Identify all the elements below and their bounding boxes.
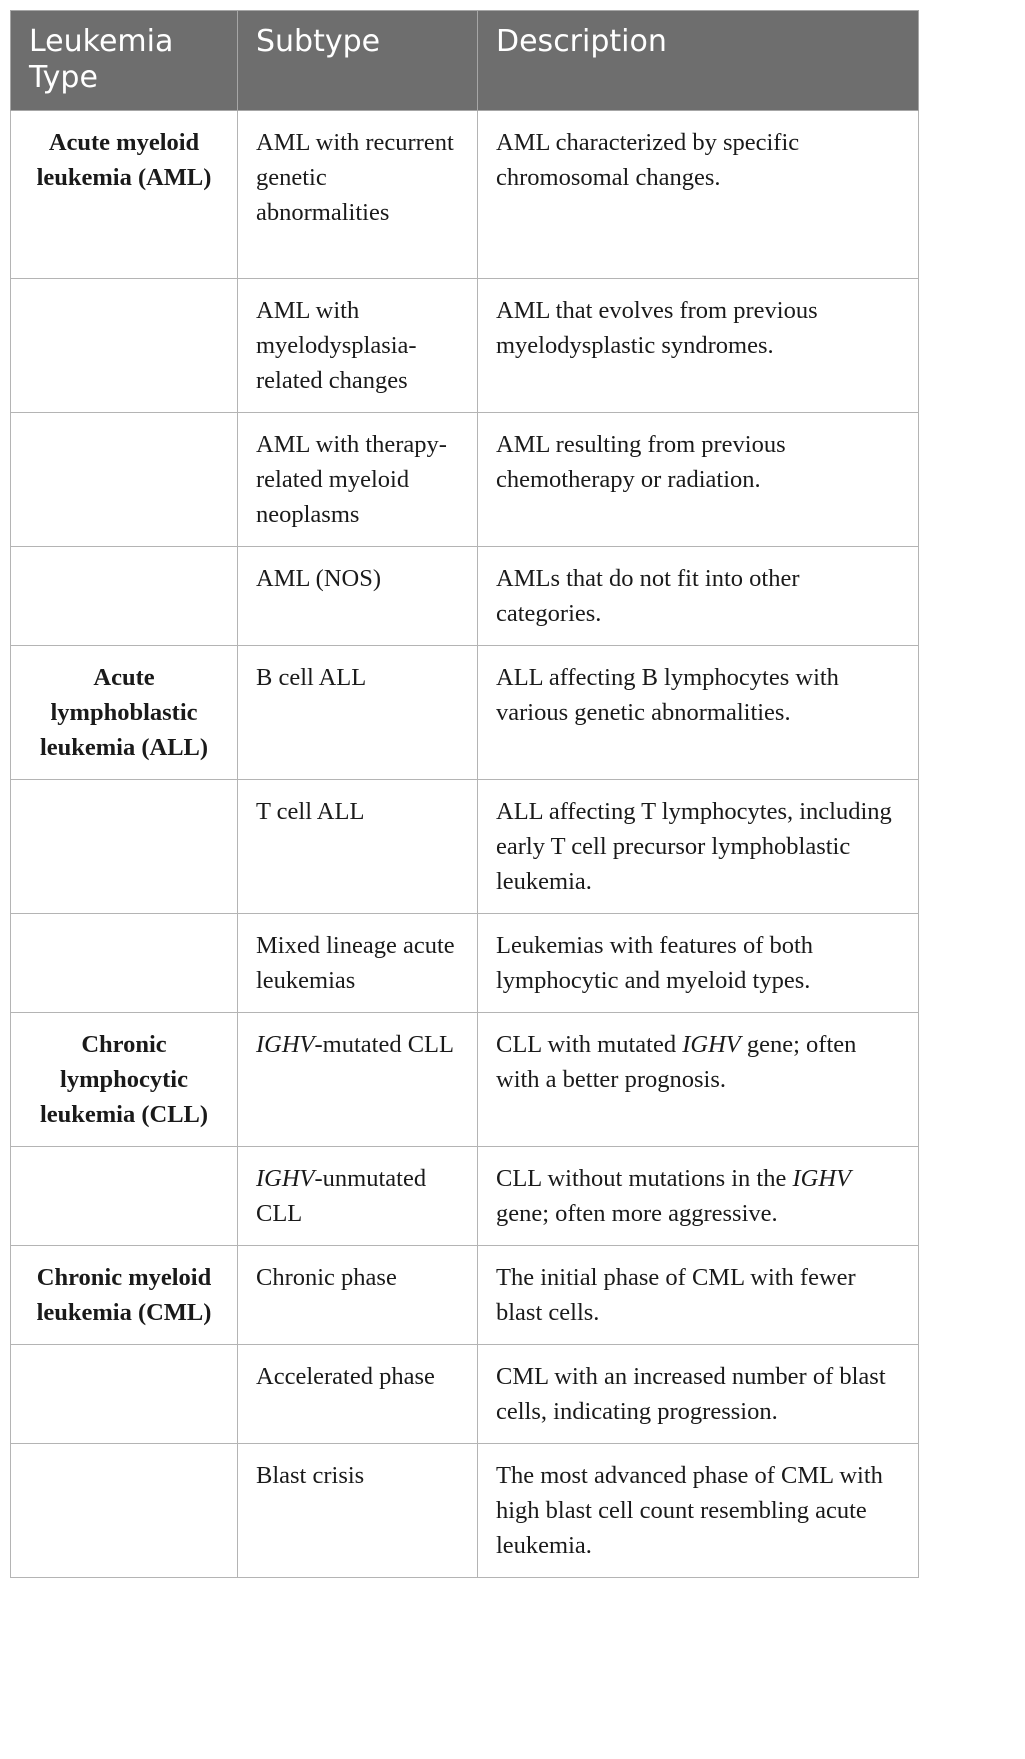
cell-leukemia-type: Acute lymphoblastic leukemia (ALL)	[11, 646, 238, 780]
cell-subtype: Chronic phase	[238, 1246, 478, 1345]
table-row	[11, 646, 919, 780]
cell-leukemia-type	[11, 1345, 238, 1444]
table-row	[11, 1444, 919, 1578]
description-text: gene; often more aggressive.	[496, 1200, 778, 1227]
cell-leukemia-type	[11, 780, 238, 914]
cell-subtype: B cell ALL	[238, 646, 478, 780]
cell-leukemia-type	[11, 413, 238, 547]
cell-description: Leukemias with features of both lymphocytic and myeloid types.	[478, 914, 919, 1013]
subtype-text: -unmutated CLL	[256, 1165, 427, 1227]
cell-subtype: Blast crisis	[238, 1444, 478, 1578]
cell-subtype: Mixed lineage acute leukemias	[238, 914, 478, 1013]
cell-description	[478, 1013, 919, 1147]
table-row	[11, 279, 919, 413]
cell-leukemia-type	[11, 1444, 238, 1578]
cell-subtype: AML with myelodysplasia-related changes	[238, 279, 478, 413]
cell-leukemia-type	[11, 914, 238, 1013]
cell-leukemia-type: Acute myeloid leukemia (AML)	[11, 111, 238, 279]
leukemia-classification-table	[10, 10, 919, 1578]
cell-subtype: Accelerated phase	[238, 1345, 478, 1444]
table-row	[11, 914, 919, 1013]
cell-leukemia-type	[11, 547, 238, 646]
table-row	[11, 413, 919, 547]
table-row	[11, 111, 919, 279]
gene-name-italic: IGHV	[792, 1165, 851, 1192]
table-row	[11, 1147, 919, 1246]
table-row	[11, 1013, 919, 1147]
cell-description: ALL affecting T lymphocytes, including early T cell precursor lymphoblastic leukemia.	[478, 780, 919, 914]
gene-name-italic: IGHV	[256, 1165, 315, 1192]
cell-leukemia-type: Chronic lymphocytic leukemia (CLL)	[11, 1013, 238, 1147]
cell-subtype: T cell ALL	[238, 780, 478, 914]
cell-subtype: AML with recurrent genetic abnormalities	[238, 111, 478, 279]
cell-description: The most advanced phase of CML with high blast cell count resembling acute leukemia.	[478, 1444, 919, 1578]
cell-leukemia-type	[11, 279, 238, 413]
description-text: gene; often with a better prognosis.	[496, 1031, 857, 1093]
header-row	[11, 11, 919, 111]
cell-description: AMLs that do not fit into other categories.	[478, 547, 919, 646]
cell-description: AML resulting from previous chemotherapy or radiation.	[478, 413, 919, 547]
gene-name-italic: IGHV	[256, 1031, 315, 1058]
leukemia-table-container	[10, 10, 1015, 1578]
cell-subtype: AML with therapy-related myeloid neoplasms	[238, 413, 478, 547]
subtype-text: -mutated CLL	[314, 1031, 454, 1058]
table-row	[11, 547, 919, 646]
header-subtype: Subtype	[238, 11, 478, 111]
cell-description: AML that evolves from previous myelodysplastic syndromes.	[478, 279, 919, 413]
cell-subtype: AML (NOS)	[238, 547, 478, 646]
cell-subtype	[238, 1013, 478, 1147]
cell-description: The initial phase of CML with fewer blast cells.	[478, 1246, 919, 1345]
description-text: CLL with mutated	[496, 1031, 683, 1058]
cell-description: ALL affecting B lymphocytes with various genetic abnormalities.	[478, 646, 919, 780]
table-row	[11, 780, 919, 914]
header-description: Description	[478, 11, 919, 111]
table-row	[11, 1345, 919, 1444]
cell-description	[478, 1147, 919, 1246]
table-body	[11, 111, 919, 1578]
description-text: CLL without mutations in the	[496, 1165, 793, 1192]
cell-leukemia-type: Chronic myeloid leukemia (CML)	[11, 1246, 238, 1345]
cell-description: AML characterized by specific chromosomal changes.	[478, 111, 919, 279]
gene-name-italic: IGHV	[682, 1031, 741, 1058]
cell-subtype	[238, 1147, 478, 1246]
table-header	[11, 11, 919, 111]
header-leukemia-type: Leukemia Type	[11, 11, 238, 111]
table-row	[11, 1246, 919, 1345]
cell-description: CML with an increased number of blast cells, indicating progression.	[478, 1345, 919, 1444]
cell-leukemia-type	[11, 1147, 238, 1246]
